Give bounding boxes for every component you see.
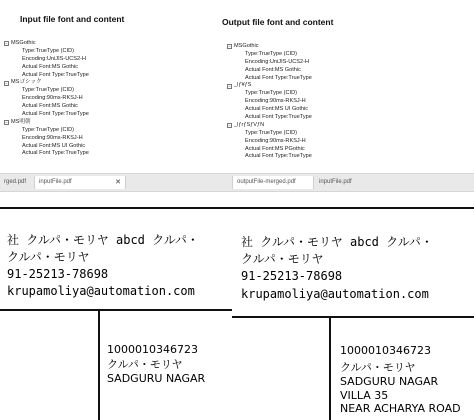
font-node[interactable]: − MSGothic bbox=[5, 40, 36, 47]
right-font-tree bbox=[227, 43, 312, 161]
right-doc-line2: クルパ・モリヤ bbox=[241, 252, 324, 266]
tab-outputfile-merged[interactable] bbox=[232, 176, 314, 189]
left-tab-bar bbox=[0, 173, 232, 192]
font-property: Type:TrueType (CID) bbox=[245, 90, 298, 97]
right-doc-kana: クルパ・モリヤ bbox=[340, 361, 416, 374]
left-doc-address: SADGURU NAGAR bbox=[107, 372, 206, 385]
font-property: Actual Font:MS UI Gothic bbox=[22, 142, 86, 149]
tab-inputfile[interactable] bbox=[34, 176, 126, 189]
font-node[interactable]: − MS明朝 bbox=[5, 118, 31, 126]
right-divider-line bbox=[329, 316, 331, 420]
font-property: Type:TrueType (CID) bbox=[22, 87, 75, 94]
font-node[interactable]: − MSGothic bbox=[228, 43, 259, 50]
font-property: Encoding:90ms-RKSJ-H bbox=[22, 134, 83, 141]
font-property: Encoding:UniJIS-UCS2-H bbox=[245, 58, 310, 65]
right-doc-number: 1000010346723 bbox=[340, 344, 431, 357]
font-property: Actual Font:MS PGothic bbox=[245, 145, 305, 152]
right-tab-bar bbox=[232, 173, 474, 192]
font-property: Encoding:UniJIS-UCS2-H bbox=[22, 55, 87, 62]
collapse-toggle-icon[interactable]: − bbox=[5, 120, 8, 126]
right-panel-heading: Output file font and content bbox=[222, 17, 334, 27]
right-doc-line3: 91-25213-78698 bbox=[241, 269, 343, 283]
left-font-tree bbox=[4, 40, 89, 158]
font-property: Encoding:90ms-RKSJ-H bbox=[22, 95, 83, 102]
tab-label: rged.pdf bbox=[4, 179, 27, 185]
left-mid-rule bbox=[0, 309, 232, 311]
font-property: Encoding:90ms-RKSJ-H bbox=[245, 98, 306, 105]
font-property: Actual Font Type:TrueType bbox=[245, 114, 312, 121]
font-property: Actual Font:MS Gothic bbox=[245, 66, 301, 73]
font-property: Actual Font Type:TrueType bbox=[22, 150, 89, 157]
tab-merged[interactable] bbox=[0, 176, 33, 189]
font-property: Type:TrueType (CID) bbox=[22, 126, 75, 133]
collapse-toggle-icon[interactable]: − bbox=[228, 123, 231, 129]
right-doc-address-3: NEAR ACHARYA ROAD bbox=[340, 402, 461, 415]
left-divider-line bbox=[98, 309, 100, 420]
tab-inputfile[interactable] bbox=[315, 176, 379, 189]
right-doc-line1: 社 クルパ・モリヤ abcd クルパ・ bbox=[241, 235, 433, 249]
tab-label: inputFile.pdf bbox=[319, 179, 352, 185]
right-top-rule bbox=[232, 207, 474, 209]
font-property: Type:TrueType (CID) bbox=[245, 50, 298, 57]
font-property: Actual Font:MS UI Gothic bbox=[245, 106, 309, 113]
font-property: Actual Font:MS Gothic bbox=[22, 63, 78, 70]
font-property: Actual Font Type:TrueType bbox=[245, 74, 312, 81]
left-doc-line4: krupamoliya@automation.com bbox=[7, 284, 195, 298]
font-property: Encoding:90ms-RKSJ-H bbox=[245, 137, 306, 144]
font-property: Actual Font Type:TrueType bbox=[245, 153, 312, 160]
left-top-rule bbox=[0, 207, 232, 209]
left-doc-line1: 社 クルパ・モリヤ abcd クルパ・ bbox=[7, 233, 199, 247]
left-doc-kana: クルパ・モリヤ bbox=[107, 358, 183, 371]
tab-label: outputFile-merged.pdf bbox=[237, 179, 296, 185]
left-doc-line3: 91-25213-78698 bbox=[7, 267, 109, 281]
close-icon[interactable]: ✕ bbox=[115, 179, 121, 186]
right-mid-rule bbox=[232, 316, 474, 318]
font-property: Actual Font:MS Gothic bbox=[22, 103, 78, 110]
font-node[interactable]: − _lƒrƒSƒVƒN bbox=[228, 121, 265, 129]
font-node[interactable]: − MSゴシック bbox=[5, 79, 42, 86]
font-property: Actual Font Type:TrueType bbox=[22, 71, 89, 78]
right-doc-line4: krupamoliya@automation.com bbox=[241, 287, 429, 301]
right-doc-address-2: VILLA 35 bbox=[340, 389, 389, 402]
collapse-toggle-icon[interactable]: − bbox=[228, 83, 231, 89]
tab-label: inputFile.pdf bbox=[39, 179, 72, 185]
collapse-toggle-icon[interactable]: − bbox=[5, 80, 8, 86]
font-property: Type:TrueType (CID) bbox=[245, 129, 298, 136]
right-doc-address-1: SADGURU NAGAR bbox=[340, 375, 439, 388]
font-property: Type:TrueType (CID) bbox=[22, 47, 75, 54]
left-doc-line2: クルパ・モリヤ bbox=[7, 250, 90, 264]
collapse-toggle-icon[interactable]: − bbox=[228, 44, 231, 50]
collapse-toggle-icon[interactable]: − bbox=[5, 41, 8, 47]
font-property: Actual Font Type:TrueType bbox=[22, 111, 89, 118]
left-doc-number: 1000010346723 bbox=[107, 343, 198, 356]
font-node[interactable]: − _lƒ¥ƒS bbox=[228, 82, 252, 89]
left-panel-heading: Input file font and content bbox=[20, 14, 125, 24]
